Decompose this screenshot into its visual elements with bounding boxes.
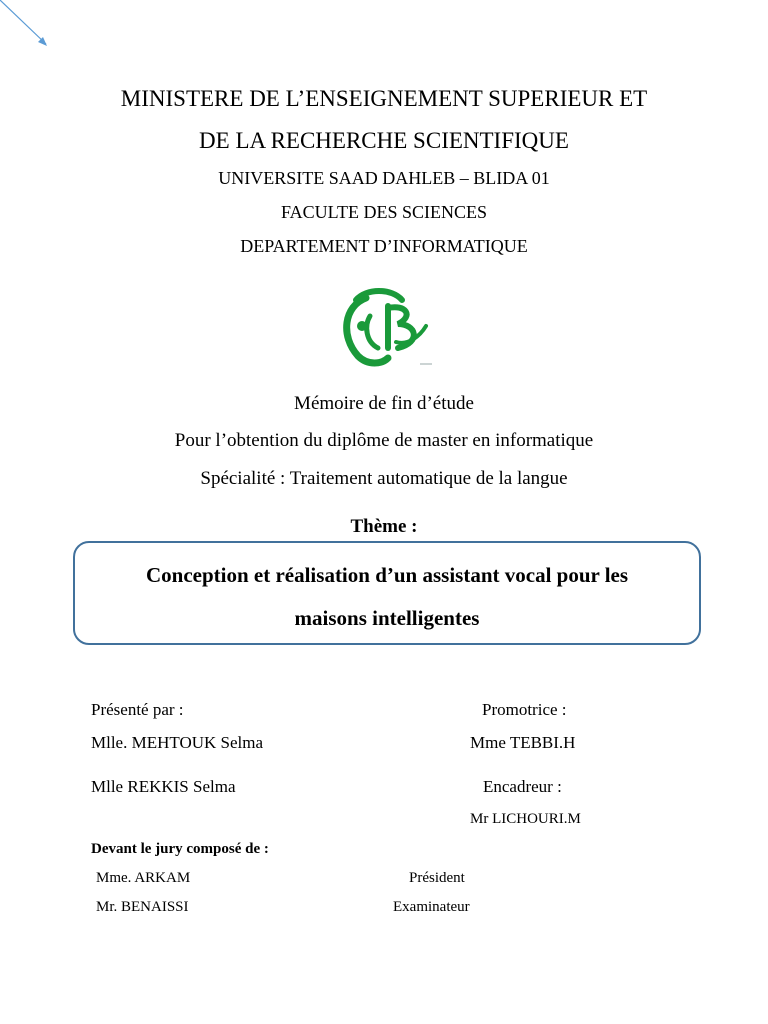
theme-box: [73, 541, 701, 645]
promotrice-name: Mme TEBBI.H: [470, 733, 576, 752]
university-logo-icon: [336, 286, 442, 368]
encadreur-name: Mr LICHOURI.M: [470, 811, 581, 827]
ministry-line-2: DE LA RECHERCHE SCIENTIFIQUE: [199, 128, 569, 153]
student-name-2: Mlle REKKIS Selma: [91, 777, 236, 796]
memoire-purpose: Pour l’obtention du diplôme de master en informatique: [174, 430, 594, 451]
theme-title-line-2: maisons intelligentes: [294, 606, 480, 630]
jury-label: Devant le jury composé de :: [91, 841, 269, 857]
department-name: DEPARTEMENT D’INFORMATIQUE: [240, 236, 528, 256]
jury-member-role-1: Président: [409, 870, 465, 886]
memoire-specialty: Spécialité : Traitement automatique de la langue: [200, 468, 568, 489]
ministry-line-1: MINISTERE DE L’ENSEIGNEMENT SUPERIEUR ET: [120, 86, 648, 111]
jury-member-name-2: Mr. BENAISSI: [96, 899, 189, 915]
theme-title-line-1: Conception et réalisation d’un assistant vocal pour les: [145, 563, 629, 587]
theme-label: Thème :: [350, 516, 418, 537]
presented-by-label: Présenté par :: [91, 700, 184, 719]
encadreur-label: Encadreur :: [483, 777, 562, 796]
university-name: UNIVERSITE SAAD DAHLEB – BLIDA 01: [218, 168, 550, 188]
promotrice-label: Promotrice :: [482, 700, 567, 719]
corner-arrow-icon: [0, 0, 60, 60]
jury-member-role-2: Examinateur: [393, 899, 470, 915]
memoire-title: Mémoire de fin d’étude: [294, 393, 474, 414]
jury-member-name-1: Mme. ARKAM: [96, 870, 191, 886]
student-name-1: Mlle. MEHTOUK Selma: [91, 733, 264, 752]
faculty-name: FACULTE DES SCIENCES: [280, 202, 488, 222]
